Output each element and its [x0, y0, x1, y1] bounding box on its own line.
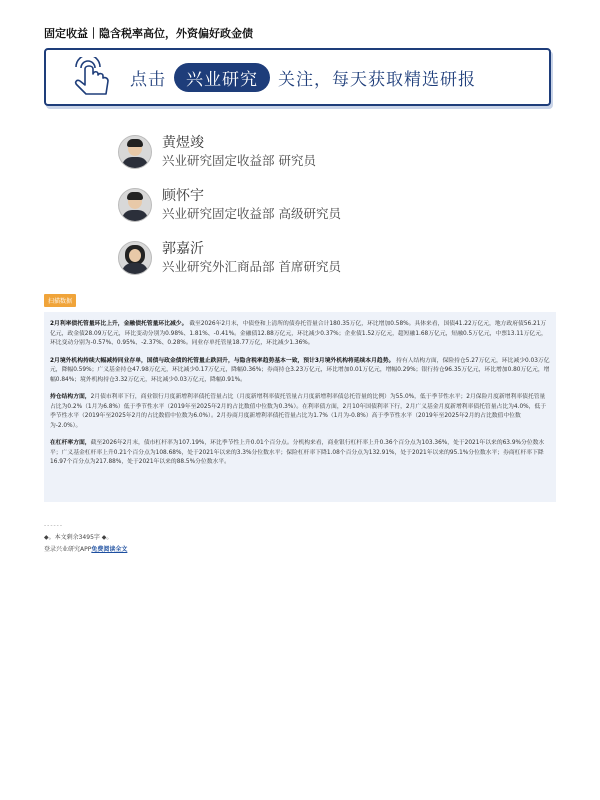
author-name: 郭嘉沂: [162, 241, 204, 257]
avatar: [118, 135, 152, 169]
summary-paragraph: [50, 320, 550, 349]
author-name: 顾怀宇: [162, 188, 204, 204]
paragraph-lead: 2月境外机构持续大幅减持同业存单，国债与政金债的托管量止跌回升，与隐含税率趋势基本一致，预计3月境外机构将延续本月趋势。: [50, 357, 395, 364]
section-badge: 扫描数据: [44, 294, 76, 307]
banner-suffix: 关注，每天获取精选研报: [278, 69, 476, 90]
summary-panel: [44, 312, 556, 502]
paragraph-lead: 持仓结构方面，: [50, 394, 91, 400]
paragraph-text: 持有人结构方面，保险持仓5.27万亿元，环比减少0.03万亿元，降幅0.59%；广义基金持仓47.98万亿元，环比减少0.17万亿元，降幅0.36%；券商持仓3.23万亿元，环比增加0.01万亿元，增幅0.29%；银行持仓96.35万亿元，环比增加0.80万亿元，增幅0.84%；境外机构持仓3.32万亿元，环比减少0.03万亿元，降幅0.91%。: [50, 357, 550, 383]
author-card: [118, 240, 341, 276]
read-full-link[interactable]: 免费阅读全文: [91, 546, 128, 553]
summary-paragraph: [50, 393, 550, 431]
brand-pill[interactable]: 兴业研究: [174, 63, 270, 92]
divider: ------: [44, 522, 63, 529]
author-card: [118, 134, 316, 170]
paragraph-text: 截至2026年2月末，中债登和上清所的债券托管量合计180.35万亿，环比增加0.58%。具体来看，国债41.22万亿元，地方政府债56.21万亿元，政金债28.09万亿元，环比变动分别为0.98%、1.81%、-0.41%。金融债12.88万亿元，环比减少0.37%；企业债1.52万亿元，超短融1.68万亿元，短融0.5万亿元，中票13.11万亿元，环比变动分别为-0.57%、0.95%、-2.37%、0.28%。同业存单托管量18.77万亿，环比减少1.36%。: [50, 321, 547, 346]
author-name: 黄煜竣: [162, 135, 204, 151]
summary-paragraph: [50, 439, 550, 468]
author-title: 兴业研究外汇商品部 首席研究员: [162, 259, 341, 274]
footer: [44, 520, 127, 556]
author-card: [118, 187, 341, 223]
paragraph-text: 2月债市利率下行，商业银行月度新增利率债托管量占比（月度新增利率债托管量占月度新增利率债总托管量的比例）为55.0%，低于季节性水平；2月保险月度新增利率债托管量占比为0.2%（1月为6.8%）低于季节性水平（2019年至2025年2月的占比数值中位数为0.3%）。在利率债方面，2月10年国债利率下行，2月广义基金月度新增利率债托管量占比为4.0%，低于季节性水平（2019年至2025年2月的占比数值中位数为6.0%）。2月券商月度新增利率债托管量占比为1.7%（1月为-0.8%）高于季节性水平（2019年至2025年2月的占比数值中位数为-2.0%）。: [50, 394, 547, 429]
author-title: 兴业研究固定收益部 高级研究员: [162, 206, 341, 221]
app-prompt-text: 登录兴业研究APP: [44, 546, 92, 553]
word-count: ◆。本文剩余3495字 ◆。: [44, 534, 113, 541]
app-prompt: [44, 544, 127, 556]
page-title: 固定收益｜隐含税率高位，外资偏好政金债: [44, 27, 253, 40]
banner-prefix: 点击: [130, 69, 166, 90]
paragraph-lead: 在杠杆率方面，: [50, 440, 91, 446]
avatar: [118, 188, 152, 222]
avatar: [118, 241, 152, 275]
author-title: 兴业研究固定收益部 研究员: [162, 153, 316, 168]
paragraph-lead: 2月利率债托管量环比上升，金融债托管量环比减少。: [50, 321, 188, 327]
follow-banner[interactable]: [44, 48, 551, 106]
paragraph-text: 截至2026年2月末，债市杠杆率为107.19%，环比季节性上升0.01个百分点。分机构来看，商业银行杠杆率上升0.36个百分点为103.36%，处于2021年以来的63.9%分位数水平；广义基金杠杆率上升0.21个百分点为108.68%，处于2021年以来的3.3%分位数水平；保险杠杆率下降1.08个百分点为132.91%，处于2021年以来的95.1%分位数水平；券商杠杆率下降16.97个百分点为217.88%，处于2021年以来的88.5%分位数水平。: [50, 440, 545, 465]
summary-paragraph: [50, 357, 550, 386]
hand-pointer-icon: [66, 57, 122, 97]
